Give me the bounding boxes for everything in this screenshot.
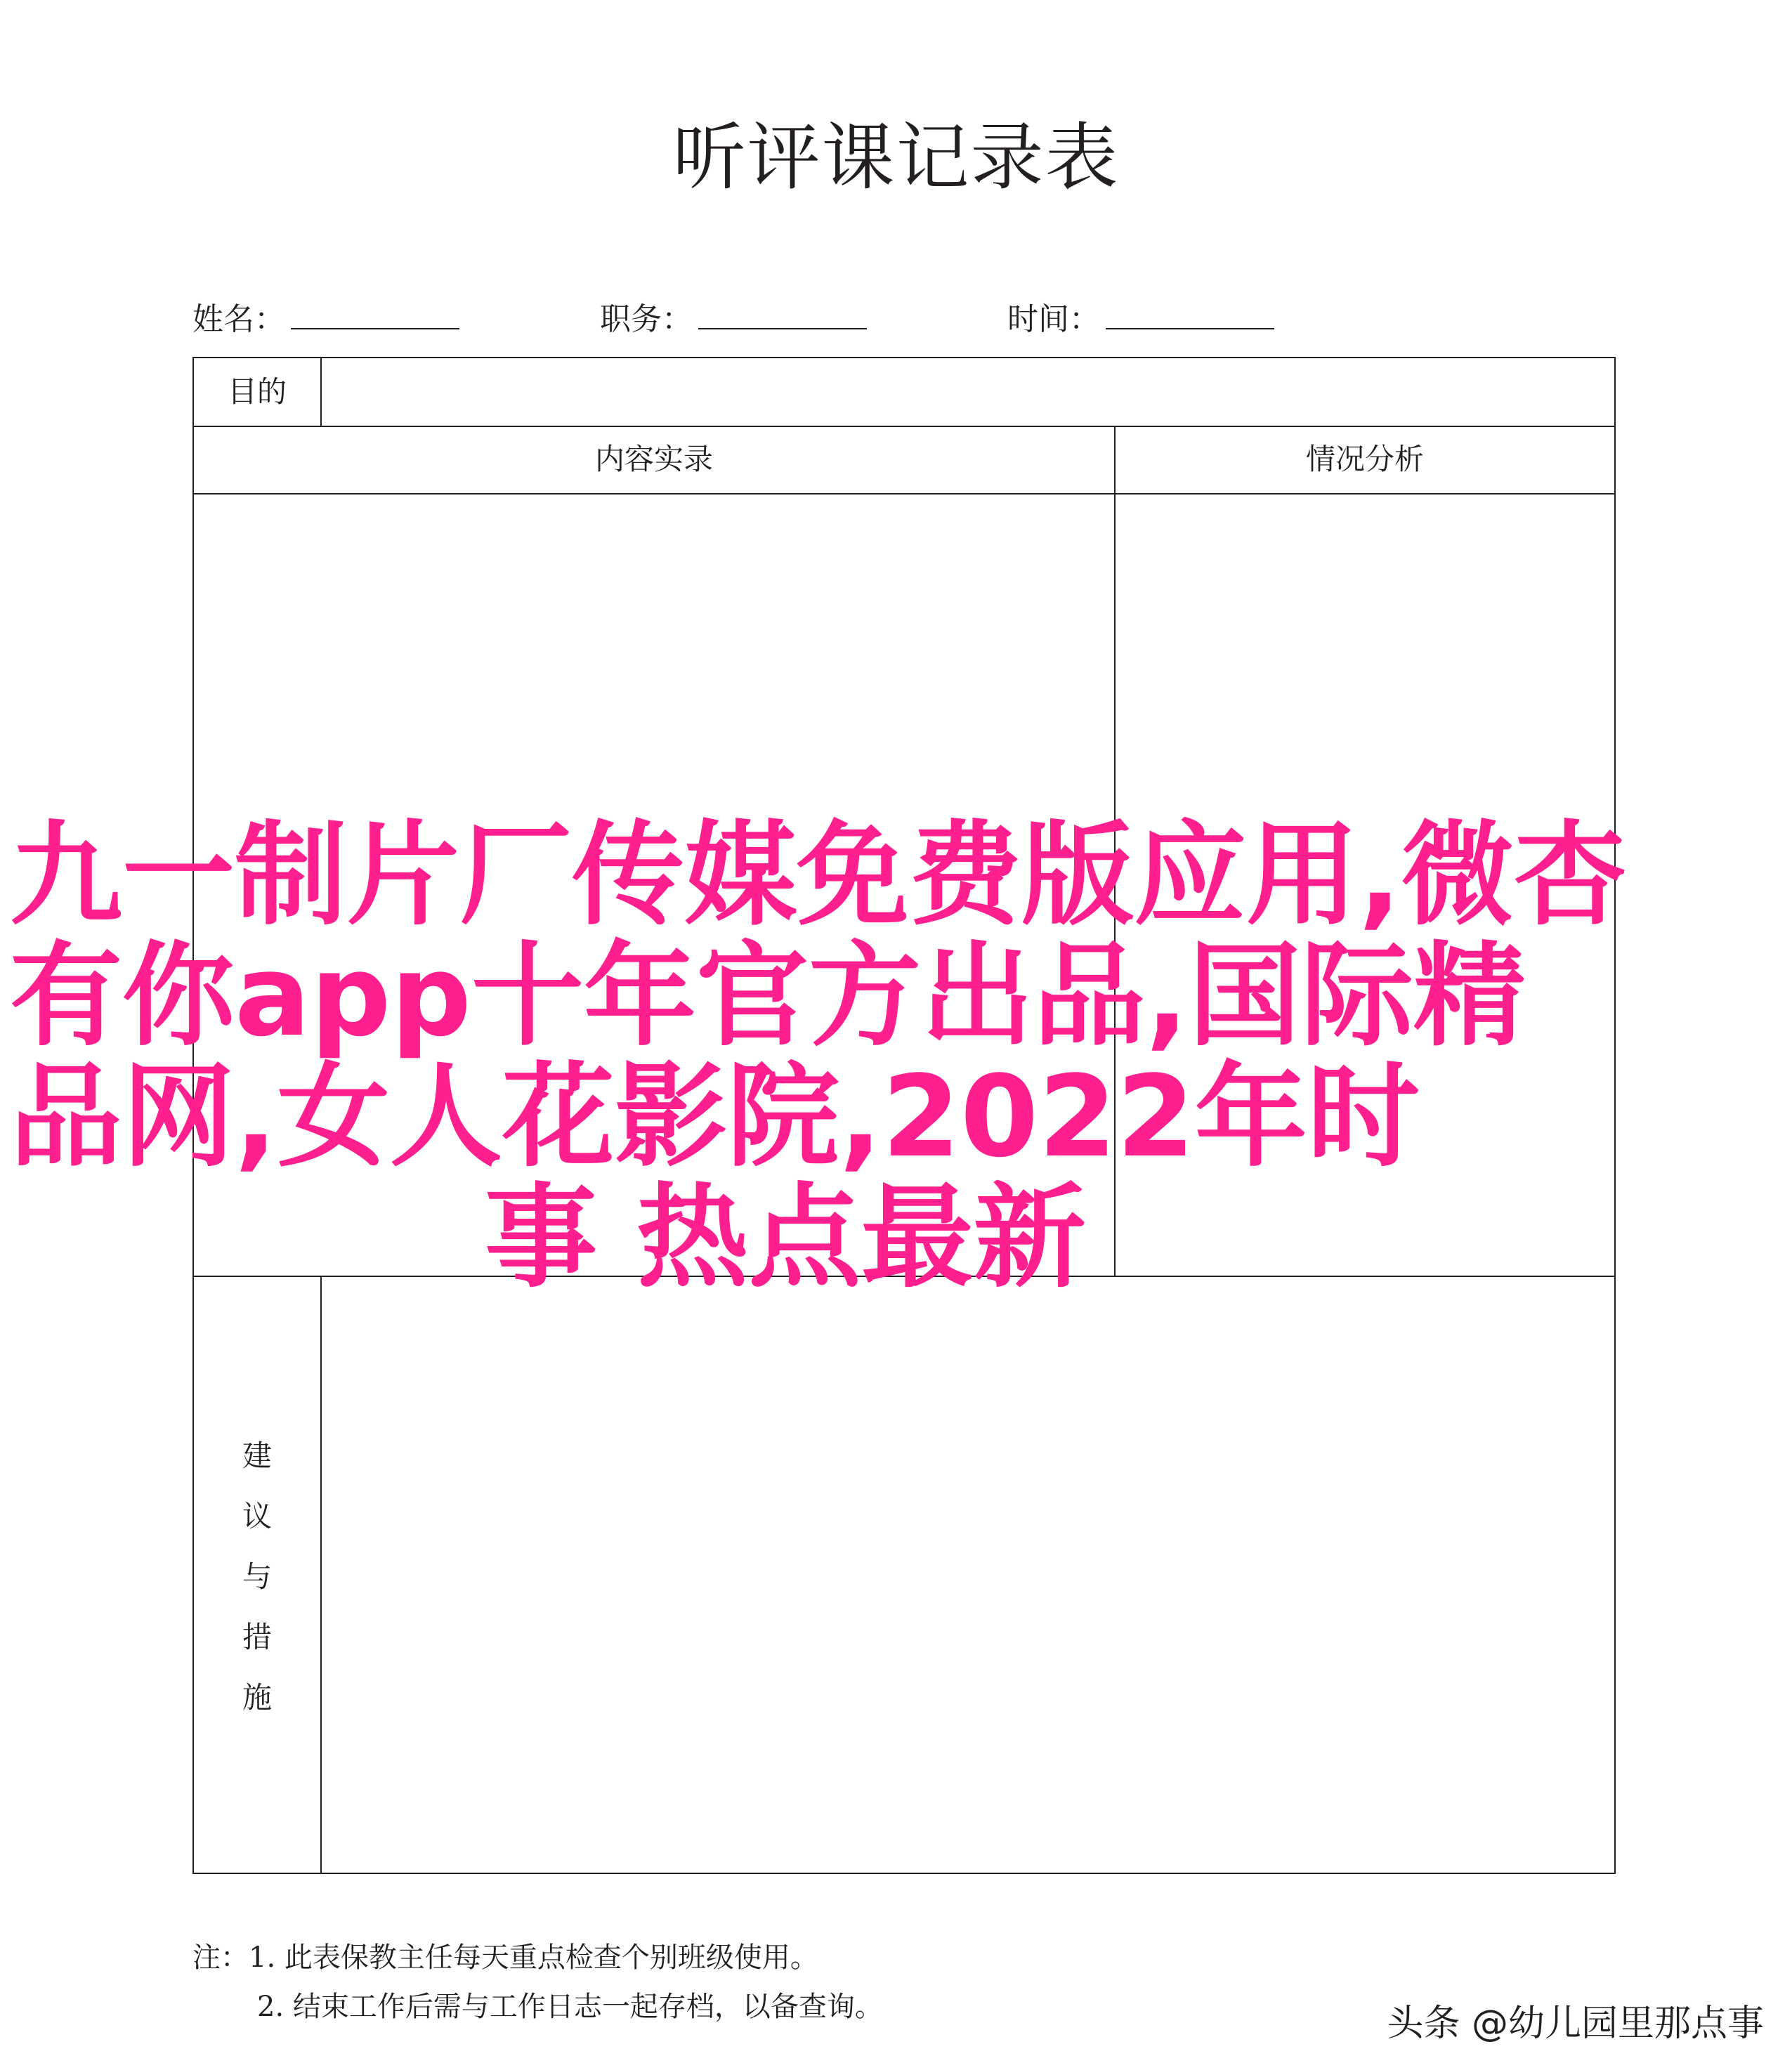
time-blank[interactable]	[1106, 300, 1274, 329]
name-label: 姓名：	[192, 301, 285, 337]
position-field[interactable]	[600, 294, 867, 339]
note-line-1: 注：1. 此表保教主任每天重点检查个别班级使用。	[192, 1941, 818, 1974]
analysis-header: 情况分析	[1305, 442, 1424, 476]
name-blank[interactable]	[291, 300, 459, 329]
position-label: 职务：	[600, 301, 693, 337]
purpose-label: 目的	[227, 374, 287, 409]
overlay-line-2: 有你app十年官方出品,国际精	[10, 930, 1526, 1061]
suggestion-char: 议	[242, 1499, 272, 1533]
overlay-line-1: 九一制片厂传媒免费版应用,微杏	[10, 809, 1626, 941]
suggestion-char: 措	[242, 1620, 272, 1654]
content-header: 内容实录	[594, 442, 713, 476]
suggestion-char: 施	[242, 1680, 272, 1715]
overlay-line-4: 事 热点最新	[485, 1172, 1086, 1303]
footnotes	[192, 1933, 883, 2031]
overlay-text	[10, 809, 1780, 1303]
info-row	[192, 294, 1618, 336]
time-label: 时间：	[1007, 301, 1100, 337]
time-field[interactable]	[1007, 294, 1274, 339]
note-line-2: 2. 结束工作后需与工作日志一起存档，以备查询。	[257, 1991, 883, 2023]
divider	[194, 426, 1614, 427]
suggestion-char: 与	[242, 1559, 272, 1594]
suggestion-cell[interactable]	[322, 1277, 1613, 1871]
document-title: 听评课记录表	[672, 114, 1120, 200]
position-blank[interactable]	[698, 300, 867, 329]
name-field[interactable]	[192, 294, 459, 339]
suggestion-label	[194, 1426, 320, 1728]
suggestion-char: 建	[242, 1439, 272, 1473]
purpose-cell[interactable]	[322, 358, 1613, 424]
overlay-line-3: 品网,女人花影院,2022年时	[10, 1051, 1420, 1182]
source-tag: 头条 @幼儿园里那点事	[1387, 2003, 1764, 2045]
